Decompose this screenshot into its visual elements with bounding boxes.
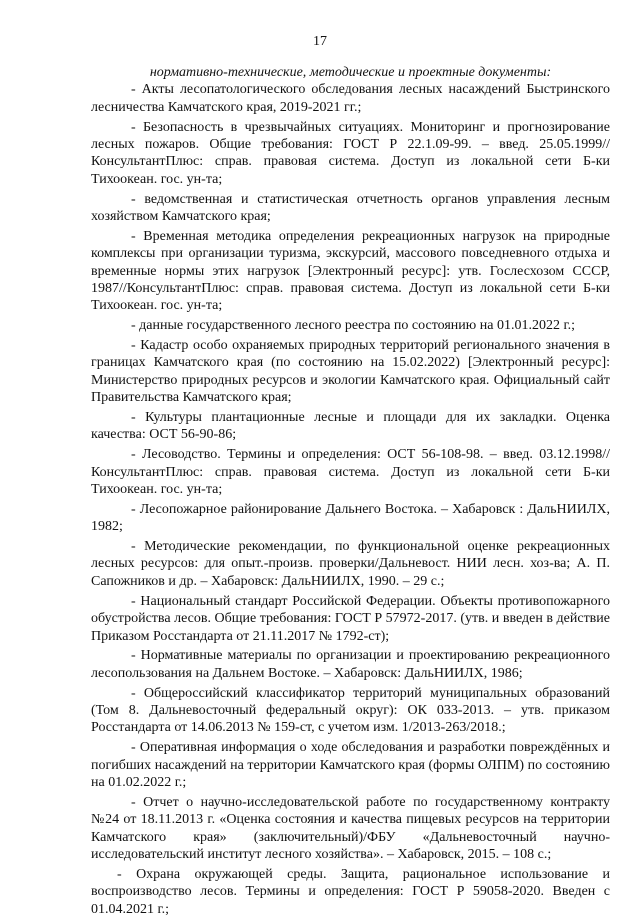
document-list-item: - Оперативная информация о ходе обследования и разработки повреждённых и погибших насаждений на территории Камчатского края (формы ОЛПМ) по состоянию на 01.02.2022 г.; — [91, 740, 610, 790]
section-heading: нормативно-технические, методические и проектные документы: — [149, 65, 552, 80]
document-body — [91, 64, 610, 920]
document-list-item: - Общероссийский классификатор территорий муниципальных образований (Том 8. Дальневосточный федеральный округ): ОК 033-2013. – утв. приказом Росстандарта от 14.06.2013 № 159-ст, с учетом изм. 1/2013-263/2018.; — [91, 685, 610, 736]
document-list-item: - Лесопожарное районирование Дальнего Востока. – Хабаровск : ДальНИИЛХ, 1982; — [91, 501, 610, 535]
document-list-item: - ведомственная и статистическая отчетность органов управления лесным хозяйством Камчатского края; — [91, 191, 610, 225]
document-list-item: - Национальный стандарт Российской Федерации. Объекты противопожарного обустройства лесов. Общие требования: ГОСТ Р 57972-2017. (утв. и введен в действие Приказом Росстандарта от 21.11.2017 № 1792-ст); — [91, 593, 610, 644]
document-list-item: - Временная методика определения рекреационных нагрузок на природные комплексы при организации туризма, экскурсий, массового повседневного отдыха и временные нормы этих нагрузок [Электронный ресурс]: утв. Гослесхозом СССР, 1987//КонсультантПлюс: справ. правовая система. Доступ из локальной сети Б-ки Тихоокеан. гос. ун-та; — [91, 228, 610, 314]
page-number: 17 — [313, 34, 327, 49]
document-list-item: - Нормативные материалы по организации и проектированию рекреационного лесопользования на Дальнем Востоке. – Хабаровск: ДальНИИЛХ, 1986; — [91, 648, 610, 681]
document-list-item: - Лесоводство. Термины и определения: ОСТ 56-108-98. – введ. 03.12.1998// КонсультантПлюс: справ. правовая система. Доступ из локальной сети Б-ки Тихоокеан. гос. ун-та; — [91, 447, 610, 498]
document-list-item: - Культуры плантационные лесные и площади для их закладки. Оценка качества: ОСТ 56-90-86; — [91, 410, 610, 443]
document-list-item: - Акты лесопатологического обследования лесных насаждений Быстринского лесничества Камчатского края, 2019-2021 гг.; — [91, 82, 610, 115]
document-list-item: - Кадастр особо охраняемых природных территорий регионального значения в границах Камчатского края (по состоянию на 15.02.2022) [Электронный ресурс]: Министерство природных ресурсов и экологии Камчатского края. Официальный сайт Правительства Камчатского края; — [91, 338, 610, 406]
document-list-item: - Методические рекомендации, по функциональной оценке рекреационных лесных ресурсов: для опыт.-произв. проверки/Дальневост. НИИ лесн. хоз-ва; А. П. Сапожников и др. – Хабаровск: ДальНИИЛХ, 1990. – 29 с.; — [91, 539, 610, 589]
document-list-item: - Безопасность в чрезвычайных ситуациях. Мониторинг и прогнозирование лесных пожаров. Общие требования: ГОСТ Р 22.1.09-99. – введ. 25.05.1999// КонсультантПлюс: справ. правовая система. Доступ из локальной сети Б-ки Тихоокеан. гос. ун-та; — [91, 119, 610, 187]
document-list-item: - Отчет о научно-исследовательской работе по государственному контракту №24 от 18.11.2013 г. «Оценка состояния и качества пищевых ресурсов на территории Камчатского края» (заключительный)/ФБУ «Дальневосточный научно-исследовательский институт лесного хозяйства». – Хабаровск, 2015. – 108 с.; — [91, 794, 610, 862]
document-list-item: - Охрана окружающей среды. Защита, рациональное использование и воспроизводство лесов. Термины и определения: ГОСТ Р 59058-2020. Введен с 01.04.2021 г.; — [91, 866, 610, 917]
document-list-item: - данные государственного лесного реестра по состоянию на 01.01.2022 г.; — [131, 318, 576, 334]
